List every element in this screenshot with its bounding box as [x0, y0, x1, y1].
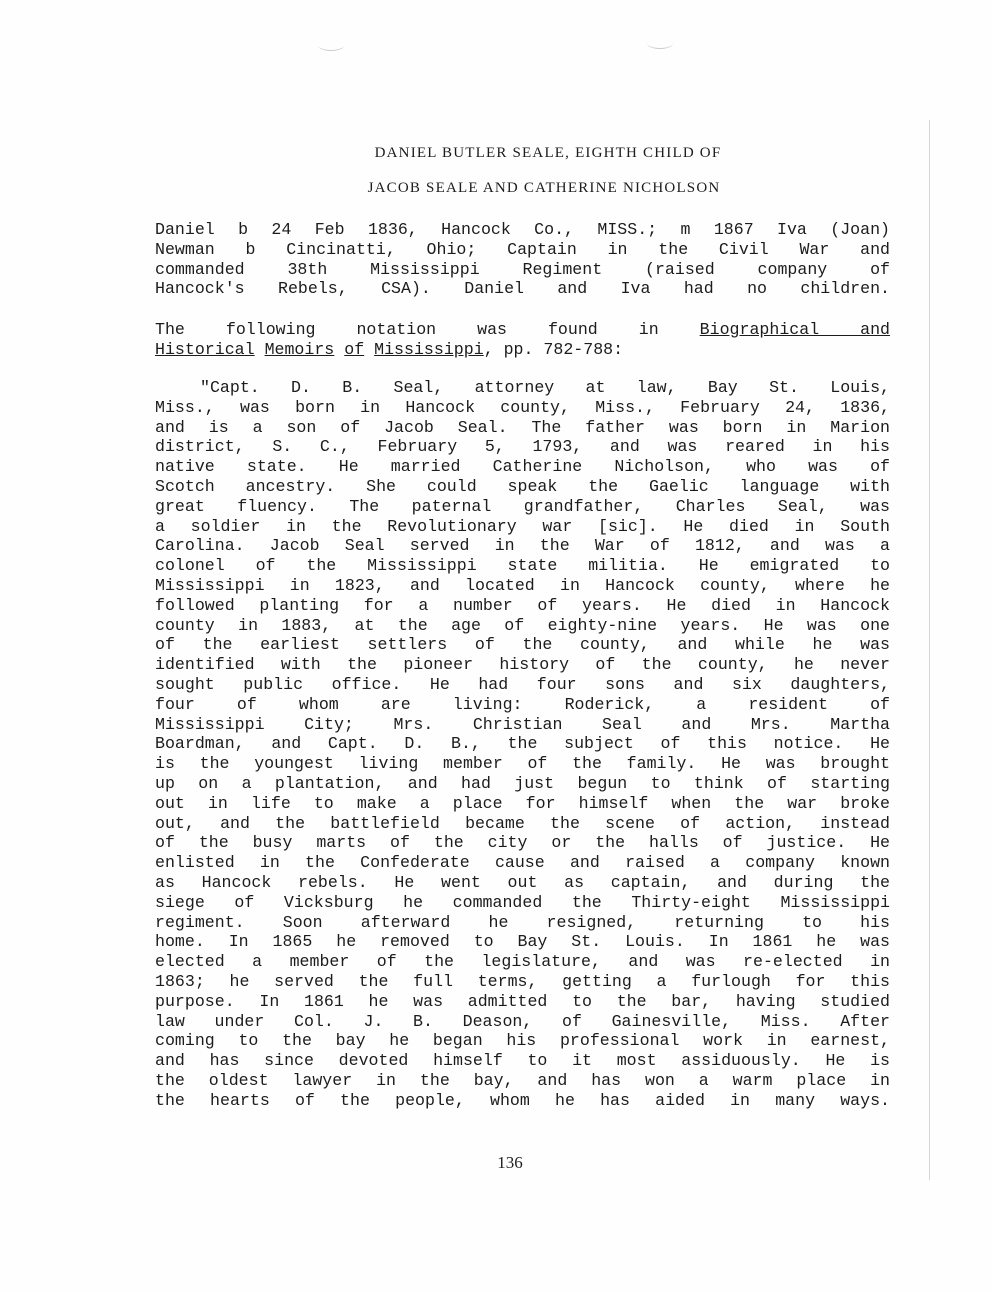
- text-line: siege of Vicksburg he commanded the Thirty-eight Mississippi: [155, 892, 890, 912]
- text-line: Mississippi City; Mrs. Christian Seal and Mrs. Martha: [155, 714, 890, 734]
- text-line: identified with the pioneer history of the county, he never: [155, 655, 890, 675]
- text-line: Boardman, and Capt. D. B., the subject of this notice. He: [155, 734, 890, 754]
- text-line: coming to the bay he began his professional work in earnest,: [155, 1031, 890, 1051]
- text-line: Newman b Cincinatti, Ohio; Captain in the Civil War and: [155, 239, 890, 259]
- text-line: a soldier in the Revolutionary war [sic]. He died in South: [155, 516, 890, 536]
- text-line: out in life to make a place for himself when the war broke: [155, 793, 890, 813]
- citation-pages: , pp. 782-788:: [483, 339, 624, 359]
- book-title-part: Biographical and: [699, 320, 891, 339]
- text-line: district, S. C., February 5, 1793, and was reared in his: [155, 437, 890, 457]
- text-line: the oldest lawyer in the bay, and has won a warm place in: [155, 1070, 890, 1090]
- paragraph-quotation: [155, 378, 890, 1110]
- text-line: Mississippi in 1823, and located in Hancock county, where he: [155, 575, 890, 595]
- text-line: four of whom are living: Roderick, a resident of: [155, 694, 890, 714]
- document-title-line-2: JACOB SEALE AND CATHERINE NICHOLSON: [367, 180, 721, 196]
- text-line: colonel of the Mississippi state militia. He emigrated to: [155, 556, 890, 576]
- paragraph-citation: [155, 320, 890, 360]
- text-line: commanded 38th Mississippi Regiment (raised company of: [155, 259, 890, 279]
- book-title-part: Memoirs: [264, 339, 335, 359]
- text-line: "Capt. D. B. Seal, attorney at law, Bay St. Louis,: [200, 378, 890, 397]
- text-line: elected a member of the legislature, and was re-elected in: [155, 952, 890, 972]
- book-title-part: Mississippi: [374, 339, 484, 359]
- text-line: Miss., was born in Hancock county, Miss., February 24, 1836,: [155, 397, 890, 417]
- scan-artifact: [647, 38, 673, 49]
- text-line: is the youngest living member of the family. He was brought: [155, 754, 890, 774]
- text-line: [155, 320, 890, 340]
- text-line: great fluency. The paternal grandfather, Charles Seal, was: [155, 496, 890, 516]
- text-line: [155, 340, 890, 360]
- book-title-part: of: [344, 339, 365, 359]
- text-line: county in 1883, at the age of eighty-nine years. He was one: [155, 615, 890, 635]
- text-line: sought public office. He had four sons and six daughters,: [155, 674, 890, 694]
- text-line: Hancock's Rebels, CSA). Daniel and Iva had no children.: [155, 279, 890, 299]
- scan-edge-line: [929, 120, 930, 1180]
- citation-prefix: The following notation was found in: [155, 320, 700, 339]
- text-line: of the busy marts of the city or the halls of justice. He: [155, 833, 890, 853]
- text-line: enlisted in the Confederate cause and raised a company known: [155, 853, 890, 873]
- text-line: and is a son of Jacob Seal. The father was born in Marion: [155, 417, 890, 437]
- text-line: regiment. Soon afterward he resigned, returning to his: [155, 912, 890, 932]
- page-number: 136: [497, 1153, 523, 1172]
- text-line: Daniel b 24 Feb 1836, Hancock Co., MISS.; m 1867 Iva (Joan): [155, 220, 890, 239]
- text-line: as Hancock rebels. He went out as captain, and during the: [155, 872, 890, 892]
- scan-artifact: [318, 40, 344, 51]
- text-line: up on a plantation, and had just begun to think of starting: [155, 773, 890, 793]
- text-line: Carolina. Jacob Seal served in the War of 1812, and was a: [155, 536, 890, 556]
- text-line: purpose. In 1861 he was admitted to the bar, having studied: [155, 991, 890, 1011]
- text-line: law under Col. J. B. Deason, of Gainesville, Miss. After: [155, 1011, 890, 1031]
- text-line: 1863; he served the full terms, getting a furlough for this: [155, 971, 890, 991]
- text-line: and has since devoted himself to it most assiduously. He is: [155, 1051, 890, 1071]
- text-line: home. In 1865 he removed to Bay St. Louis. In 1861 he was: [155, 932, 890, 952]
- book-title-part: Historical: [155, 339, 255, 359]
- text-line: the hearts of the people, whom he has aided in many ways.: [155, 1090, 890, 1110]
- text-line: native state. He married Catherine Nicholson, who was of: [155, 457, 890, 477]
- text-line: out, and the battlefield became the scene of action, instead: [155, 813, 890, 833]
- text-line: Scotch ancestry. She could speak the Gaelic language with: [155, 476, 890, 496]
- text-line: followed planting for a number of years. He died in Hancock: [155, 595, 890, 615]
- paragraph-intro: [155, 220, 890, 299]
- text-line: of the earliest settlers of the county, and while he was: [155, 635, 890, 655]
- document-title-line-1: DANIEL BUTLER SEALE, EIGHTH CHILD OF: [374, 145, 722, 161]
